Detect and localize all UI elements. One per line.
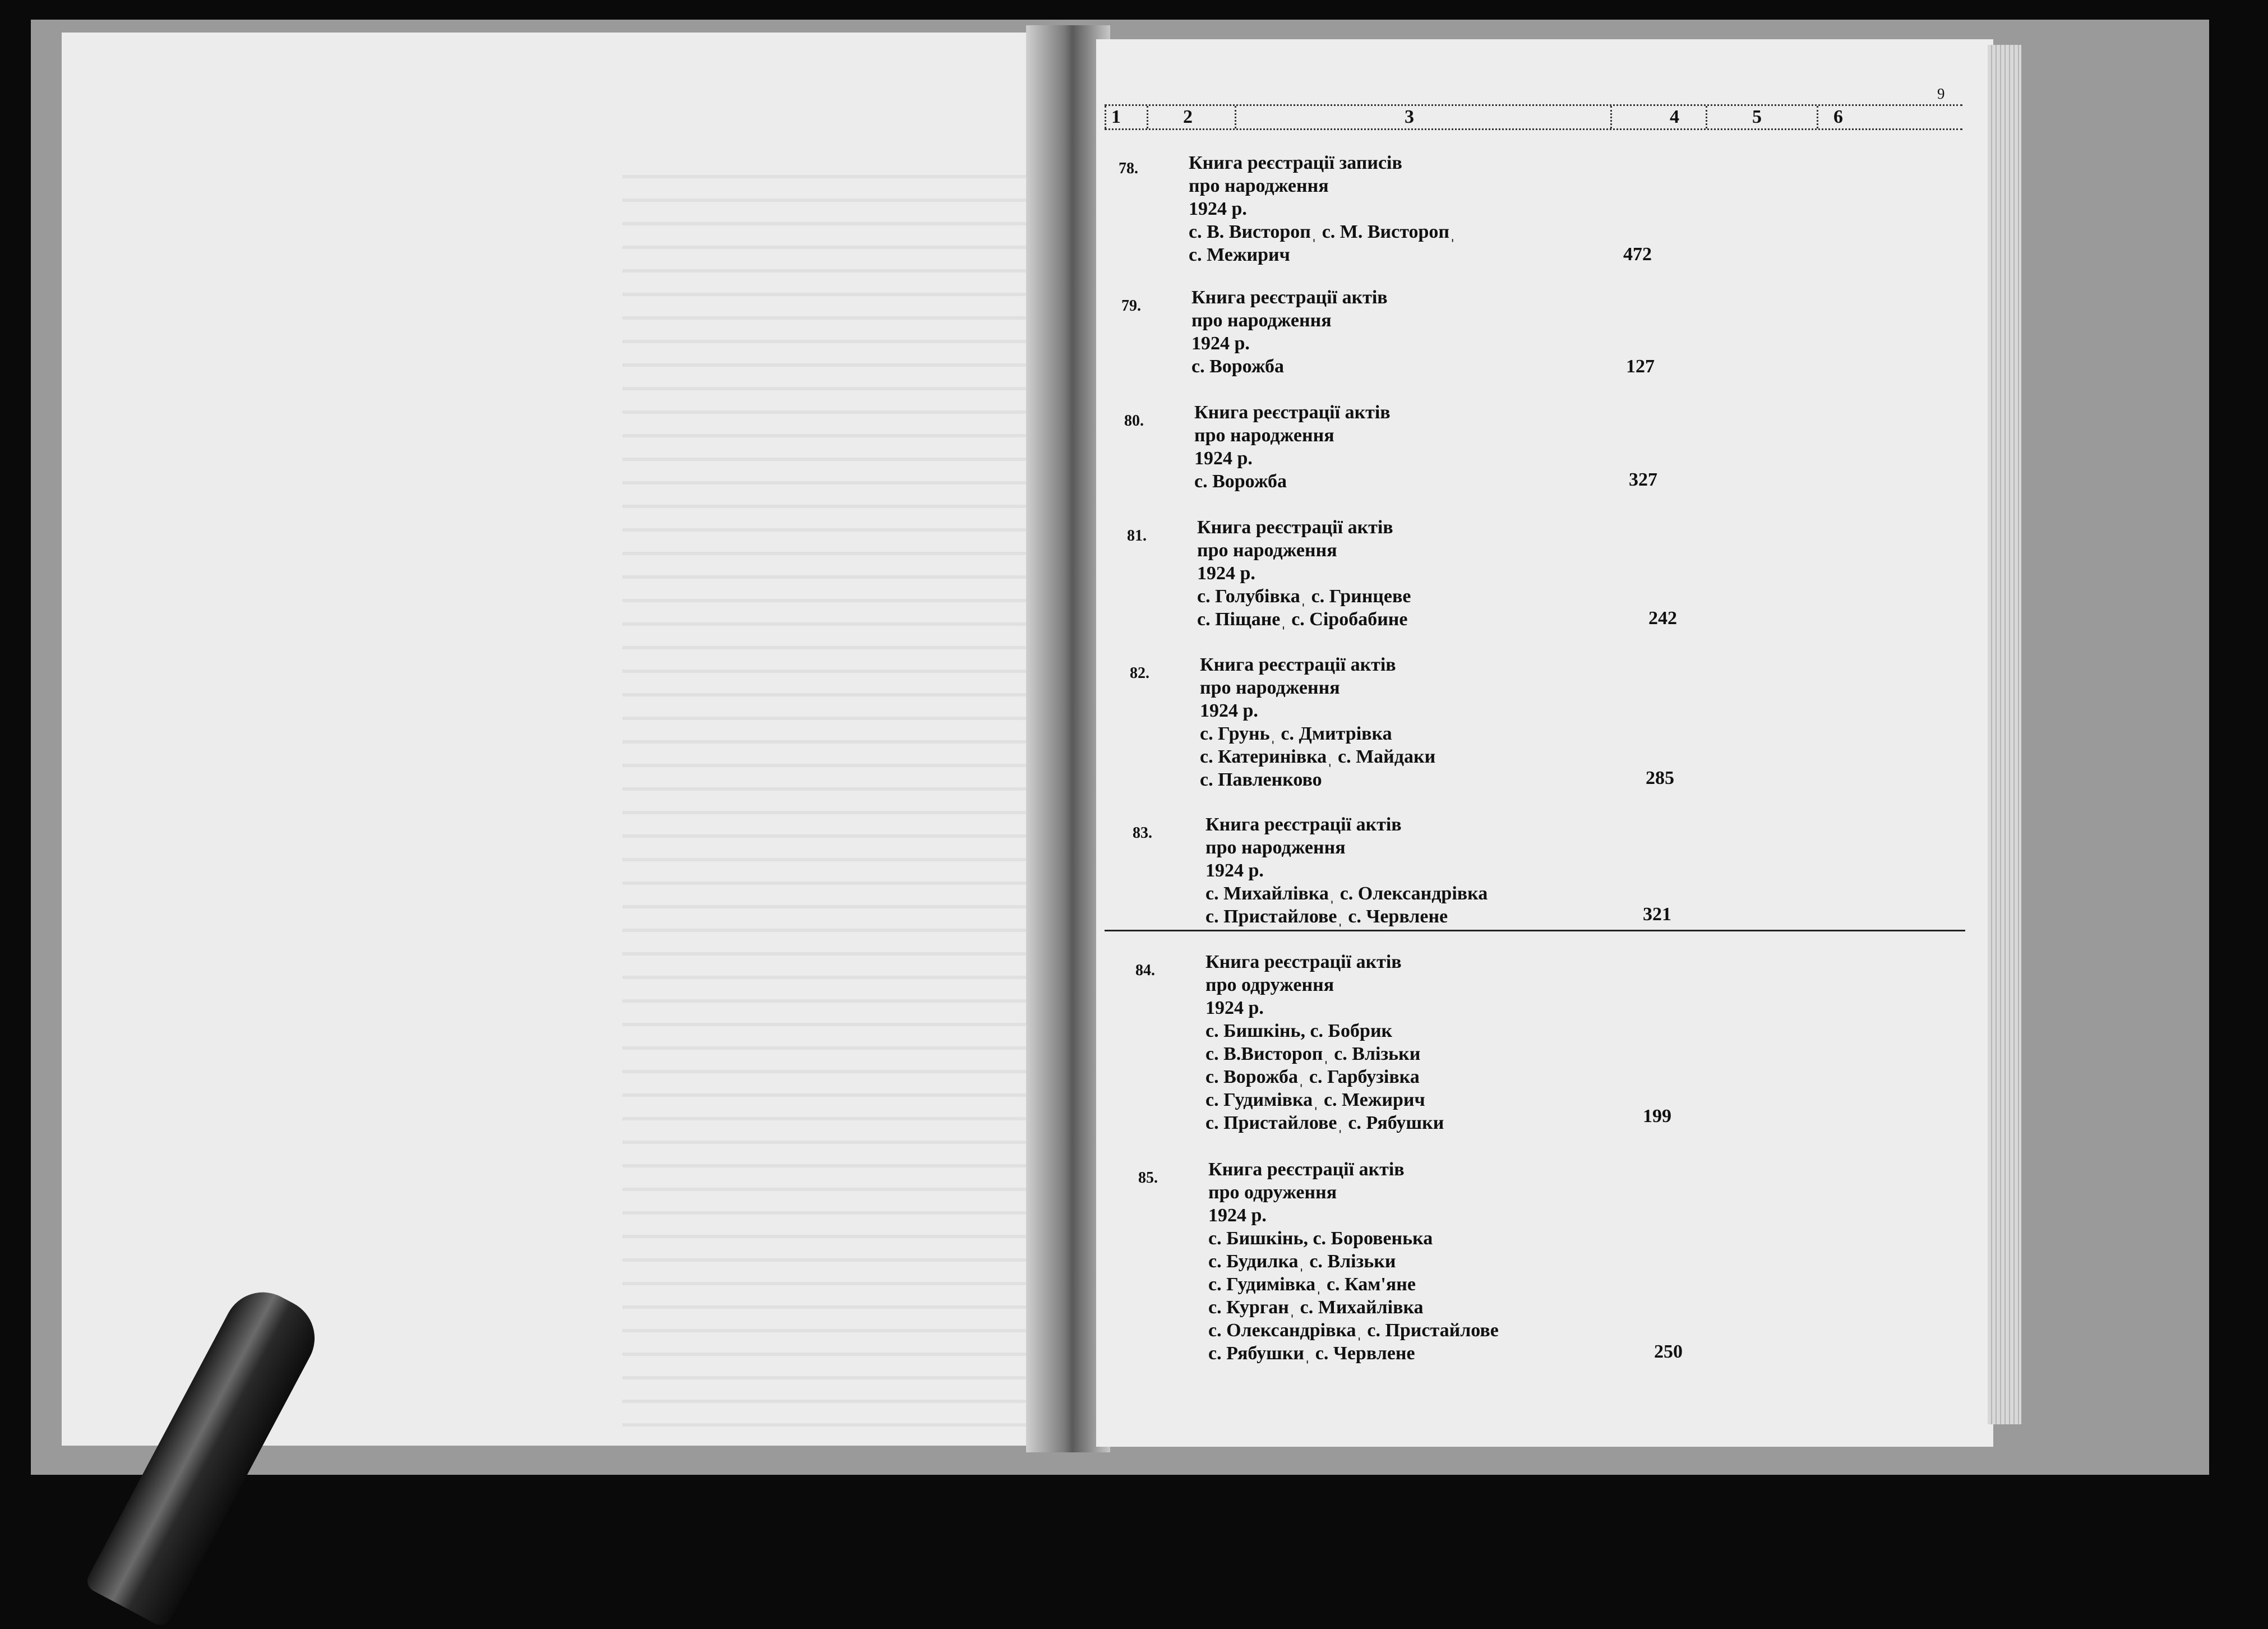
column-header-2: 2	[1183, 107, 1193, 127]
entry-line: с. Голубівкаˌ с. Гринцеве	[1197, 586, 1411, 607]
section-divider	[1105, 930, 1965, 931]
entry-line: с. В. Висторопˌ с. М. Висторопˌ	[1189, 221, 1456, 242]
entry-description	[1205, 813, 1488, 928]
entry-line: 1924 р.	[1194, 448, 1253, 469]
entry-line: про народження	[1200, 677, 1340, 698]
entry-line: с. Михайлівкаˌ с. Олександрівка	[1205, 883, 1488, 904]
entry-number: 79.	[1121, 297, 1141, 315]
page-number: 9	[1937, 85, 1945, 102]
entry-line: с. Катеринівкаˌ с. Майдаки	[1200, 746, 1436, 767]
entry-count: 250	[1654, 1341, 1683, 1362]
column-header-1: 1	[1111, 107, 1121, 127]
entry-line: Книга реєстрації актів	[1205, 814, 1402, 835]
entry-line: 1924 р.	[1208, 1205, 1267, 1226]
entry-count: 285	[1646, 768, 1674, 788]
entry-line: Книга реєстрації актів	[1194, 402, 1391, 423]
entry-description	[1197, 516, 1411, 631]
entry-line: про народження	[1194, 425, 1334, 446]
entry-number: 83.	[1133, 824, 1152, 842]
entry-line: Книга реєстрації актів	[1208, 1159, 1405, 1180]
entry-line: с. Гудимівкаˌ с. Межирич	[1205, 1090, 1425, 1110]
entry-line: 1924 р.	[1191, 333, 1250, 354]
entry-line: про народження	[1205, 837, 1346, 858]
left-page-blank	[62, 33, 1032, 1446]
entry-description	[1189, 151, 1456, 266]
entry-description	[1194, 401, 1391, 493]
entry-count: 327	[1629, 469, 1657, 490]
entry-line: с. Гудимівкаˌ с. Кам'яне	[1208, 1274, 1416, 1295]
entry-line: с. Піщанеˌ с. Сіробабине	[1197, 609, 1408, 630]
entry-line: с. Ворожба	[1194, 471, 1287, 492]
column-header-6: 6	[1833, 107, 1843, 127]
entry-line: Книга реєстрації актів	[1200, 654, 1396, 675]
entry-line: с. Пристайловеˌ с. Червлене	[1205, 906, 1448, 927]
entry-line: с. Ворожбаˌ с. Гарбузівка	[1205, 1067, 1420, 1087]
entry-line: с. Рябушкиˌ с. Червлене	[1208, 1343, 1415, 1364]
entry-number: 80.	[1124, 412, 1144, 430]
entry-line: с. Будилкаˌ с. Влізьки	[1208, 1251, 1396, 1272]
entry-line: 1924 р.	[1189, 199, 1247, 219]
right-page	[1096, 39, 1993, 1447]
entry-line: про одруження	[1208, 1182, 1337, 1203]
entry-line: с. Олександрівкаˌ с. Пристайлове	[1208, 1320, 1499, 1341]
page-edges	[1988, 45, 2021, 1424]
entry-line: Книга реєстрації актів	[1205, 952, 1402, 972]
entry-line: Книга реєстрації актів	[1197, 517, 1393, 538]
entry-line: с. Павленково	[1200, 769, 1322, 790]
entry-number: 82.	[1130, 664, 1149, 682]
entry-count: 472	[1623, 244, 1652, 265]
column-header-3: 3	[1405, 107, 1414, 127]
entry-line: с. Курганˌ с. Михайлівка	[1208, 1297, 1424, 1318]
entry-description	[1200, 653, 1435, 791]
entry-description	[1205, 950, 1444, 1134]
entry-count: 321	[1643, 904, 1671, 925]
entry-line: про народження	[1191, 310, 1332, 331]
show-through-text	[622, 161, 1082, 1440]
entry-line: с. Бишкінь, с. Боровенька	[1208, 1228, 1433, 1249]
entry-line: 1924 р.	[1200, 700, 1258, 721]
entry-description	[1208, 1158, 1499, 1365]
entry-line: 1924 р.	[1197, 563, 1255, 584]
entry-line: с. Пристайловеˌ с. Рябушки	[1205, 1113, 1444, 1133]
entry-number: 85.	[1138, 1169, 1158, 1187]
table-header-row	[1105, 104, 1962, 130]
entry-count: 242	[1648, 608, 1677, 629]
column-header-4: 4	[1670, 107, 1679, 127]
entry-count: 127	[1626, 356, 1655, 377]
entry-line: с. В.Висторопˌ с. Влізьки	[1205, 1044, 1421, 1064]
entry-line: с. Ворожба	[1191, 356, 1285, 377]
entry-line: с. Бишкінь, с. Бобрик	[1205, 1021, 1393, 1041]
entry-line: про народження	[1189, 176, 1329, 196]
entry-line: 1924 р.	[1205, 860, 1264, 881]
entry-number: 84.	[1135, 962, 1155, 979]
entry-line: 1924 р.	[1205, 998, 1264, 1018]
entry-line: с. Груньˌ с. Дмитрівка	[1200, 723, 1392, 744]
entry-description	[1191, 286, 1388, 378]
entry-line: с. Межирич	[1189, 244, 1290, 265]
entry-line: про народження	[1197, 540, 1337, 561]
column-header-5: 5	[1752, 107, 1762, 127]
entry-line: Книга реєстрації актів	[1191, 287, 1388, 308]
entry-number: 78.	[1119, 160, 1138, 177]
entry-line: про одруження	[1205, 975, 1334, 995]
entry-number: 81.	[1127, 527, 1147, 544]
entry-line: Книга реєстрації записів	[1189, 153, 1402, 173]
entry-count: 199	[1643, 1106, 1671, 1127]
